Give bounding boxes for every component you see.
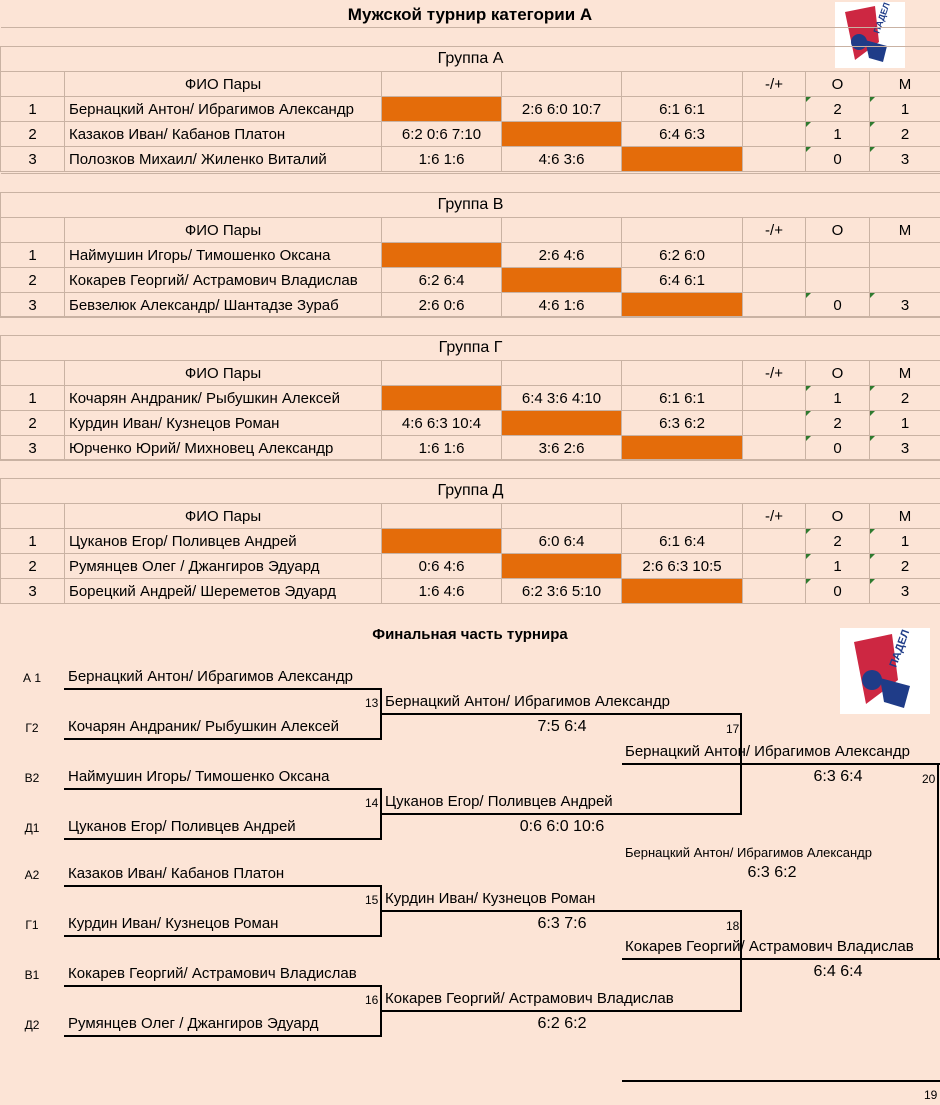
bracket-pair: Румянцев Олег / Джангиров Эдуард — [68, 1015, 319, 1032]
diff-cell — [743, 293, 806, 318]
header-diff: -/+ — [743, 361, 806, 386]
spacer-row — [1, 28, 940, 47]
seed-label: Д1 — [24, 821, 40, 835]
table-row — [1, 243, 940, 268]
result-cell: 4:6 3:6 — [502, 147, 622, 172]
header-place: М — [870, 504, 940, 529]
diagonal-cell — [622, 147, 743, 172]
table-row — [1, 386, 940, 411]
diagonal-cell — [622, 436, 743, 461]
header-num — [1, 361, 65, 386]
result-cell: 2:6 4:6 — [502, 243, 622, 268]
result-cell: 6:0 6:4 — [502, 529, 622, 554]
match-number: 15 — [365, 893, 379, 907]
place-cell: 2 — [870, 386, 940, 411]
bracket-pair: Кокарев Георгий/ Астрамович Владислав — [68, 965, 357, 982]
svg-text:ПАДЕЛ: ПАДЕЛ — [887, 628, 913, 670]
group-table — [0, 459, 940, 604]
bracket-pair: Кочарян Андраник/ Рыбушкин Алексей — [68, 718, 339, 735]
result-cell: 0:6 4:6 — [382, 554, 502, 579]
pair-name: Борецкий Андрей/ Шереметов Эдуард — [65, 579, 382, 604]
bracket-line — [64, 985, 382, 987]
header-col — [622, 72, 743, 97]
place-cell — [870, 243, 940, 268]
spacer-row — [1, 174, 940, 193]
row-number: 3 — [1, 293, 65, 318]
bracket-connector — [740, 910, 742, 1010]
table-row — [1, 529, 940, 554]
header-col — [502, 504, 622, 529]
header-pair: ФИО Пары — [65, 218, 382, 243]
pair-name: Казаков Иван/ Кабанов Платон — [65, 122, 382, 147]
header-col — [382, 361, 502, 386]
pair-name: Бернацкий Антон/ Ибрагимов Александр — [65, 97, 382, 122]
match-number: 19 — [924, 1088, 938, 1102]
seed-label: Г2 — [25, 721, 39, 735]
bracket-pair: Наймушин Игорь/ Тимошенко Оксана — [68, 768, 330, 785]
result-cell: 1:6 1:6 — [382, 436, 502, 461]
header-place: М — [870, 218, 940, 243]
table-row — [1, 293, 940, 318]
match-number: 16 — [365, 993, 379, 1007]
diagonal-cell — [502, 411, 622, 436]
group-table — [0, 173, 940, 318]
points-cell: 0 — [806, 579, 870, 604]
seed-label: В2 — [24, 771, 40, 785]
header-col — [622, 504, 743, 529]
place-cell: 2 — [870, 122, 940, 147]
points-cell: 2 — [806, 411, 870, 436]
points-cell: 0 — [806, 436, 870, 461]
result-cell: 6:2 3:6 5:10 — [502, 579, 622, 604]
diagonal-cell — [502, 554, 622, 579]
table-row — [1, 436, 940, 461]
diff-cell — [743, 122, 806, 147]
bracket-pair: Цуканов Егор/ Поливцев Андрей — [68, 818, 296, 835]
group-title: Группа Г — [1, 336, 940, 361]
match-score: 6:2 6:2 — [537, 1015, 587, 1032]
points-cell: 2 — [806, 529, 870, 554]
pair-name: Кочарян Андраник/ Рыбушкин Алексей — [65, 386, 382, 411]
place-cell: 1 — [870, 529, 940, 554]
row-number: 1 — [1, 529, 65, 554]
result-cell: 6:4 6:1 — [622, 268, 743, 293]
group-title: Группа Д — [1, 479, 940, 504]
header-points: О — [806, 218, 870, 243]
table-row — [1, 411, 940, 436]
header-col — [382, 218, 502, 243]
result-cell: 6:4 6:3 — [622, 122, 743, 147]
result-cell: 6:1 6:1 — [622, 97, 743, 122]
header-diff: -/+ — [743, 218, 806, 243]
group-title: Группа В — [1, 193, 940, 218]
header-diff: -/+ — [743, 72, 806, 97]
seed-label: В1 — [24, 968, 40, 982]
match-score: 6:3 6:4 — [813, 768, 863, 785]
diagonal-cell — [382, 386, 502, 411]
diagonal-cell — [622, 579, 743, 604]
bracket-line — [64, 885, 382, 887]
header-pair: ФИО Пары — [65, 361, 382, 386]
bracket-pair: Бернацкий Антон/ Ибрагимов Александр — [385, 693, 670, 710]
header-place: М — [870, 72, 940, 97]
points-cell: 1 — [806, 554, 870, 579]
diff-cell — [743, 268, 806, 293]
diagonal-cell — [502, 268, 622, 293]
table-row — [1, 122, 940, 147]
match-score: 0:6 6:0 10:6 — [519, 818, 605, 835]
pair-name: Бевзелюк Александр/ Шантадзе Зураб — [65, 293, 382, 318]
points-cell: 2 — [806, 97, 870, 122]
bracket-pair: Кокарев Георгий/ Астрамович Владислав — [625, 938, 914, 955]
header-diff: -/+ — [743, 504, 806, 529]
points-cell — [806, 268, 870, 293]
result-cell: 6:2 0:6 7:10 — [382, 122, 502, 147]
row-number: 2 — [1, 122, 65, 147]
bracket-pair: Кокарев Георгий/ Астрамович Владислав — [385, 990, 674, 1007]
pair-name: Юрченко Юрий/ Михновец Александр — [65, 436, 382, 461]
header-pair: ФИО Пары — [65, 504, 382, 529]
points-cell: 1 — [806, 122, 870, 147]
pair-name: Кокарев Георгий/ Астрамович Владислав — [65, 268, 382, 293]
bracket-line — [64, 935, 382, 937]
header-col — [502, 361, 622, 386]
bracket-line — [382, 1010, 742, 1012]
row-number: 1 — [1, 97, 65, 122]
place-cell: 3 — [870, 147, 940, 172]
bracket-line — [622, 763, 940, 765]
bracket-line — [64, 1035, 382, 1037]
diagonal-cell — [382, 529, 502, 554]
match-number: 17 — [726, 722, 740, 736]
seed-label: Д2 — [24, 1018, 40, 1032]
diagonal-cell — [622, 293, 743, 318]
pair-name: Цуканов Егор/ Поливцев Андрей — [65, 529, 382, 554]
result-cell: 2:6 6:3 10:5 — [622, 554, 743, 579]
diff-cell — [743, 97, 806, 122]
bracket-pair: Курдин Иван/ Кузнецов Роман — [68, 915, 279, 932]
final-winner: Бернацкий Антон/ Ибрагимов Александр — [625, 845, 872, 860]
result-cell: 3:6 2:6 — [502, 436, 622, 461]
group-title: Группа А — [1, 47, 940, 72]
place-cell: 3 — [870, 579, 940, 604]
pair-name: Наймушин Игорь/ Тимошенко Оксана — [65, 243, 382, 268]
diff-cell — [743, 243, 806, 268]
header-col — [382, 72, 502, 97]
points-cell: 0 — [806, 147, 870, 172]
group-table — [0, 316, 940, 461]
bracket-pair: Казаков Иван/ Кабанов Платон — [68, 865, 285, 882]
pair-name: Румянцев Олег / Джангиров Эдуард — [65, 554, 382, 579]
svg-text:ПАДЕЛ: ПАДЕЛ — [871, 2, 892, 35]
final-title: Финальная часть турнира — [372, 626, 568, 643]
seed-label: А 1 — [22, 671, 41, 685]
diff-cell — [743, 411, 806, 436]
result-cell: 6:2 6:4 — [382, 268, 502, 293]
header-points: О — [806, 72, 870, 97]
header-col — [502, 218, 622, 243]
federation-logo — [840, 628, 930, 714]
points-cell: 1 — [806, 386, 870, 411]
points-cell: 0 — [806, 293, 870, 318]
result-cell: 4:6 6:3 10:4 — [382, 411, 502, 436]
bracket-line — [382, 910, 742, 912]
bracket-line — [64, 688, 382, 690]
row-number: 3 — [1, 147, 65, 172]
diff-cell — [743, 436, 806, 461]
pair-name: Курдин Иван/ Кузнецов Роман — [65, 411, 382, 436]
bracket-pair: Курдин Иван/ Кузнецов Роман — [385, 890, 596, 907]
result-cell: 6:1 6:4 — [622, 529, 743, 554]
place-cell: 3 — [870, 436, 940, 461]
row-number: 3 — [1, 436, 65, 461]
row-number: 1 — [1, 243, 65, 268]
pair-name: Полозков Михаил/ Жиленко Виталий — [65, 147, 382, 172]
result-cell: 6:3 6:2 — [622, 411, 743, 436]
result-cell: 1:6 4:6 — [382, 579, 502, 604]
match-number: 13 — [365, 696, 379, 710]
row-number: 1 — [1, 386, 65, 411]
diagonal-cell — [502, 122, 622, 147]
bracket-connector — [937, 763, 939, 958]
place-cell: 2 — [870, 554, 940, 579]
bracket-pair: Бернацкий Антон/ Ибрагимов Александр — [625, 743, 910, 760]
bracket-line — [64, 738, 382, 740]
header-pair: ФИО Пары — [65, 72, 382, 97]
place-cell — [870, 268, 940, 293]
place-cell: 1 — [870, 97, 940, 122]
diff-cell — [743, 147, 806, 172]
page-title: Мужской турнир категории А — [0, 0, 940, 28]
row-number: 2 — [1, 554, 65, 579]
group-table — [0, 27, 940, 172]
result-cell: 6:2 6:0 — [622, 243, 743, 268]
header-num — [1, 72, 65, 97]
match-score: 6:4 6:4 — [813, 963, 863, 980]
bracket-line — [622, 1080, 940, 1082]
header-points: О — [806, 504, 870, 529]
match-number: 18 — [726, 919, 740, 933]
bracket-pair: Бернацкий Антон/ Ибрагимов Александр — [68, 668, 353, 685]
result-cell: 6:4 3:6 4:10 — [502, 386, 622, 411]
result-cell: 2:6 0:6 — [382, 293, 502, 318]
header-col — [622, 361, 743, 386]
match-number: 14 — [365, 796, 379, 810]
bracket-pair: Цуканов Егор/ Поливцев Андрей — [385, 793, 613, 810]
bracket-line — [622, 958, 940, 960]
diagonal-cell — [382, 97, 502, 122]
row-number: 2 — [1, 268, 65, 293]
seed-label: Г1 — [25, 918, 39, 932]
points-cell — [806, 243, 870, 268]
table-row — [1, 268, 940, 293]
result-cell: 2:6 6:0 10:7 — [502, 97, 622, 122]
result-cell: 6:1 6:1 — [622, 386, 743, 411]
header-col — [502, 72, 622, 97]
table-row — [1, 147, 940, 172]
match-score: 6:3 6:2 — [747, 864, 797, 881]
table-row — [1, 97, 940, 122]
match-number: 20 — [922, 772, 936, 786]
diff-cell — [743, 386, 806, 411]
header-col — [382, 504, 502, 529]
table-row — [1, 554, 940, 579]
row-number: 3 — [1, 579, 65, 604]
diff-cell — [743, 554, 806, 579]
result-cell: 1:6 1:6 — [382, 147, 502, 172]
spacer-row — [1, 317, 940, 336]
spacer-row — [1, 460, 940, 479]
bracket-line — [382, 713, 742, 715]
diff-cell — [743, 579, 806, 604]
header-place: М — [870, 361, 940, 386]
bracket-line — [382, 813, 742, 815]
seed-label: А2 — [24, 868, 40, 882]
place-cell: 1 — [870, 411, 940, 436]
diagonal-cell — [382, 243, 502, 268]
result-cell: 4:6 1:6 — [502, 293, 622, 318]
row-number: 2 — [1, 411, 65, 436]
bracket-line — [64, 838, 382, 840]
match-score: 7:5 6:4 — [537, 718, 587, 735]
header-num — [1, 504, 65, 529]
header-points: О — [806, 361, 870, 386]
table-row — [1, 579, 940, 604]
diff-cell — [743, 529, 806, 554]
header-num — [1, 218, 65, 243]
match-score: 6:3 7:6 — [537, 915, 587, 932]
place-cell: 3 — [870, 293, 940, 318]
header-col — [622, 218, 743, 243]
bracket-line — [64, 788, 382, 790]
